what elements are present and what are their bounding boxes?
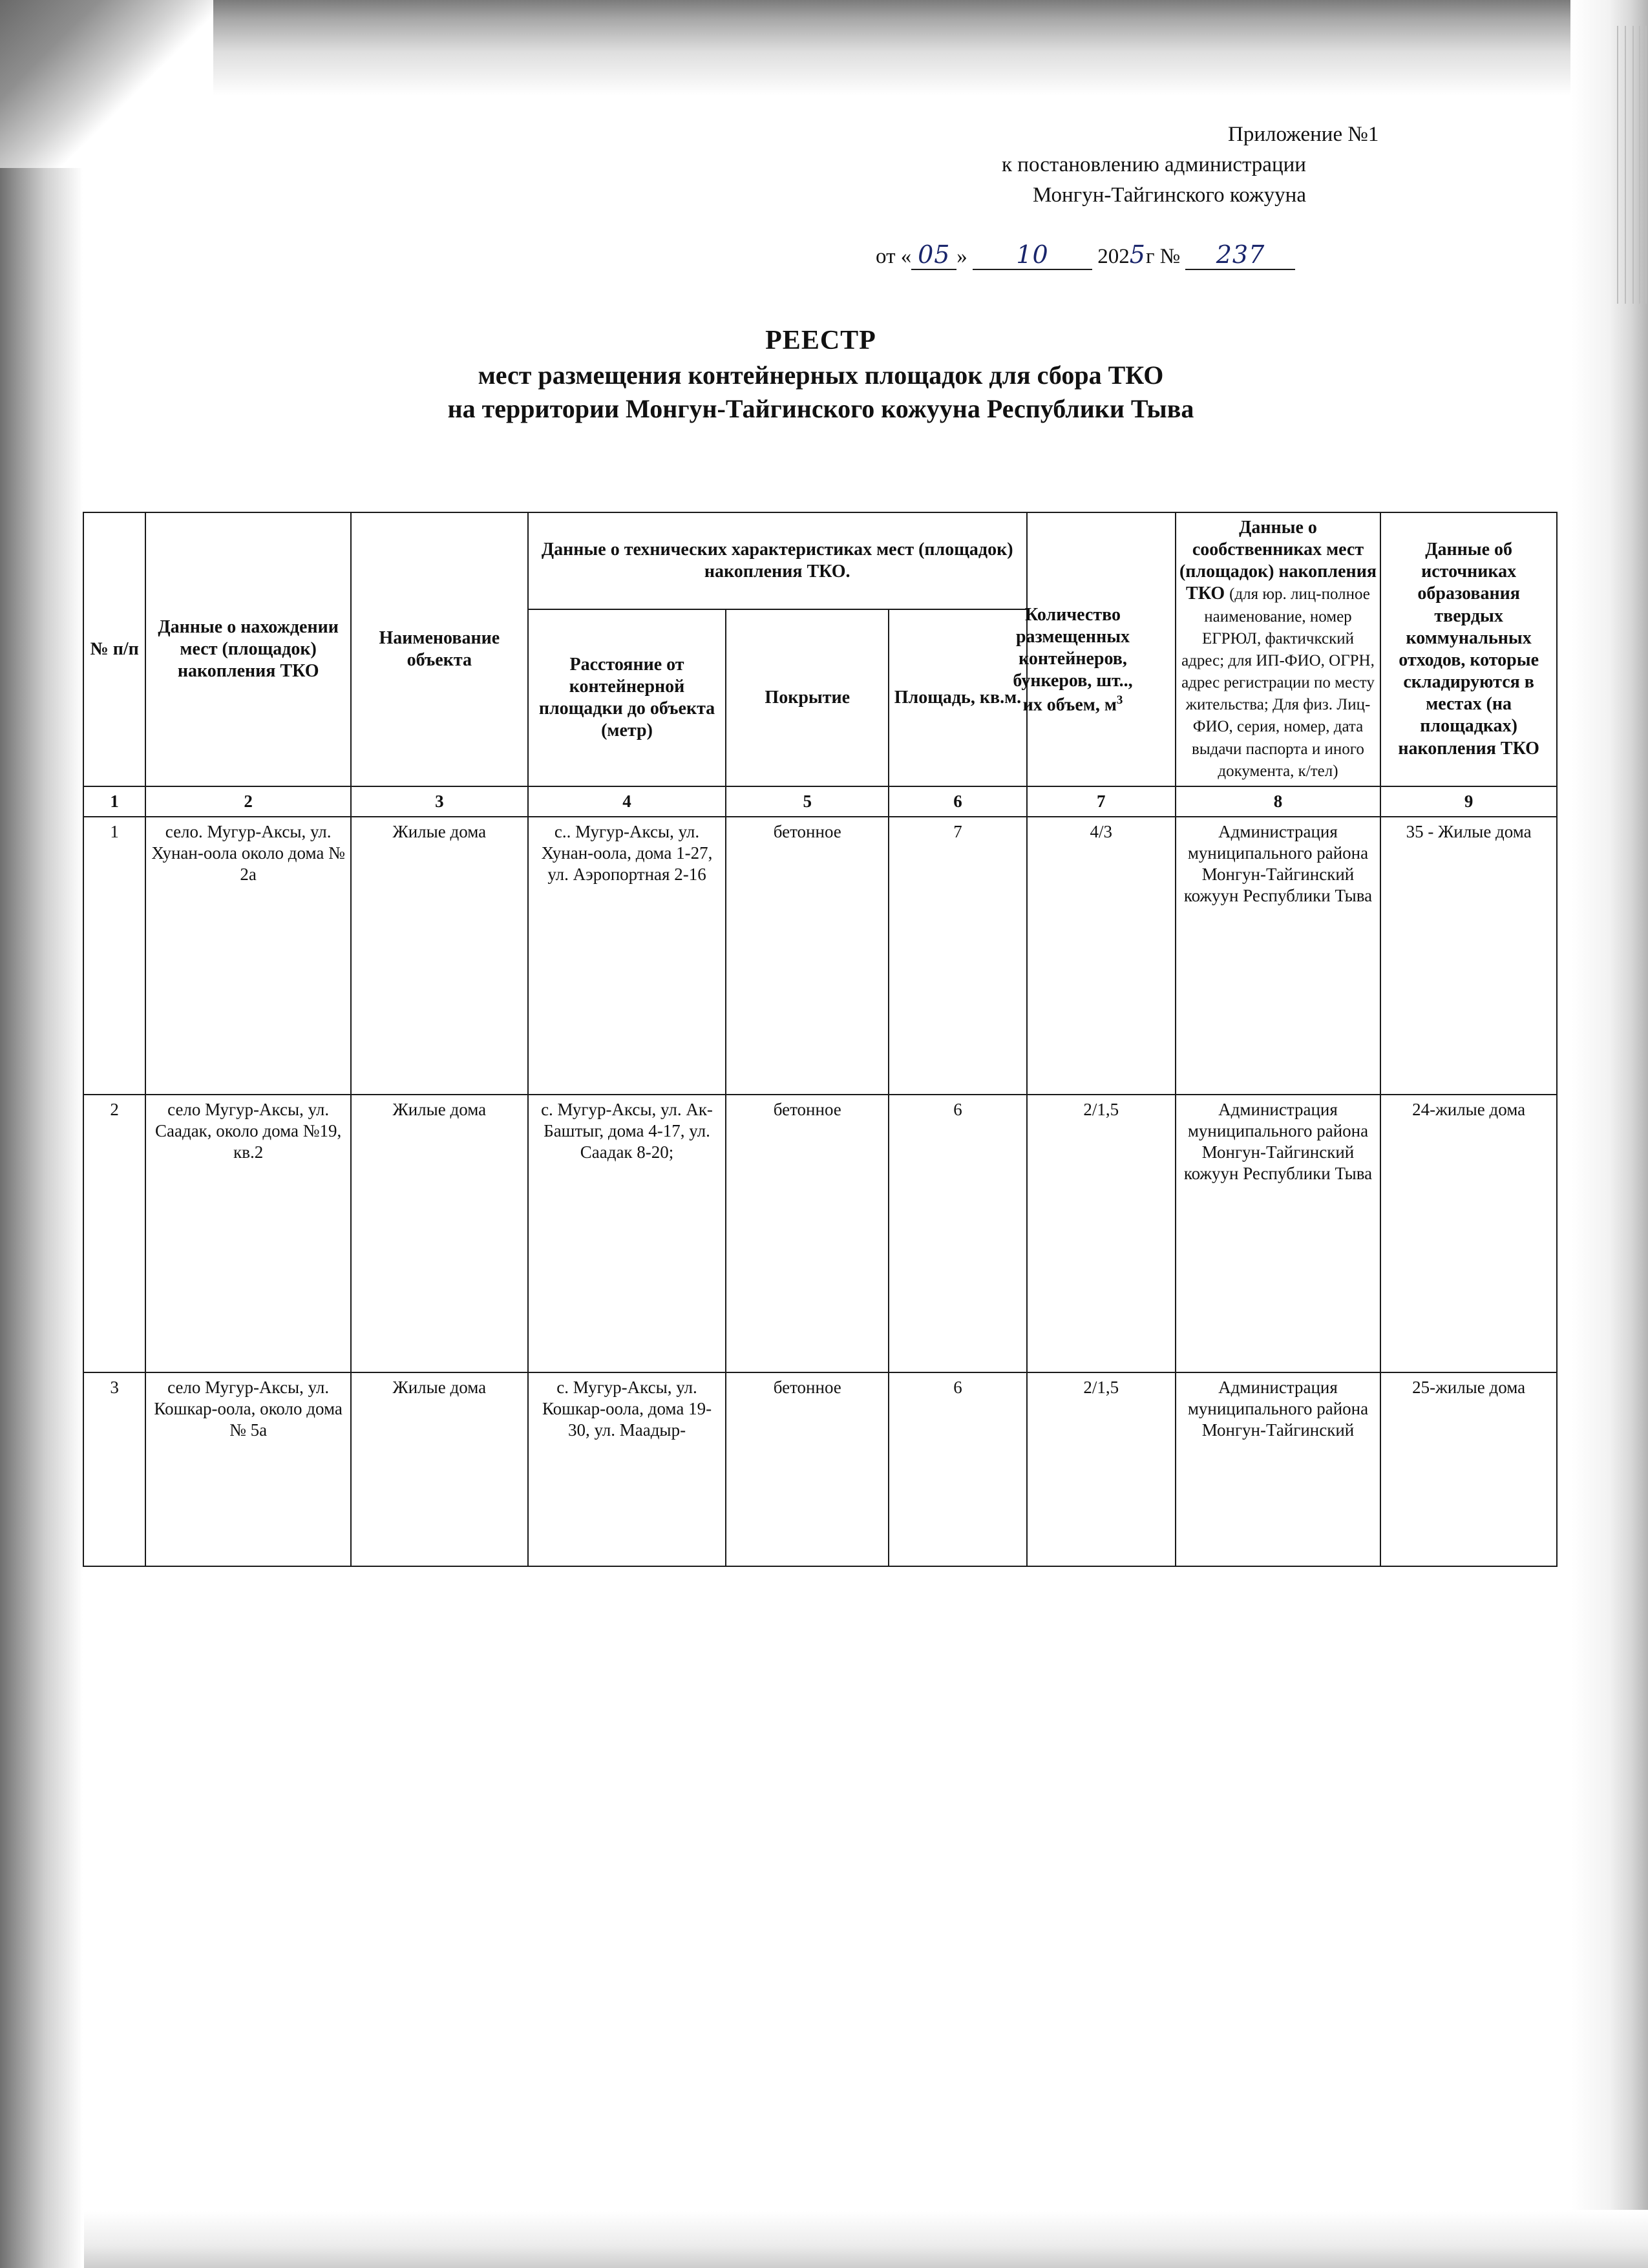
row-containers: 2/1,5 [1027, 1372, 1176, 1566]
number-sign: № [1159, 245, 1181, 268]
date-quote-close: » [956, 245, 967, 268]
colnum-5: 5 [726, 786, 889, 817]
colnum-8: 8 [1176, 786, 1381, 817]
table-row [83, 1095, 1557, 1372]
header-owner-detail: (для юр. лиц-полное наименование, номер ЕГРЮЛ, фактичкский адрес; для ИП-ФИО, ОГРН, адрес регистрации по месту жительства; Для физ. Лиц- ФИО, серия, номер, дата выдачи паспорта и иного документа, к/тел) [1181, 585, 1375, 780]
date-prefix: от « [876, 245, 912, 268]
header-containers [1008, 604, 1137, 716]
header-line-appendix: Приложение №1 [1228, 123, 1379, 146]
row-distance: с. Мугур-Аксы, ул. Кошкар-оола, дома 19-30, ул. Маадыр- [528, 1372, 726, 1566]
document-number-handwritten: 237 [1185, 240, 1295, 270]
date-day-handwritten: 05 [911, 240, 956, 270]
year-suffix-handwritten: 5 [1129, 240, 1146, 269]
row-area: 6 [889, 1372, 1027, 1566]
row-area: 6 [889, 1095, 1027, 1372]
document-dateline [876, 240, 1295, 270]
row-distance: с. Мугур-Аксы, ул. Ак-Баштыг, дома 4-17, ул. Саадак 8-20; [528, 1095, 726, 1372]
row-owner: Администрация муниципального района Монгун-Тайгинский кожуун Республики Тыва [1176, 817, 1381, 1095]
date-month-handwritten: 10 [973, 240, 1092, 270]
header-containers-superscript: 3 [1116, 693, 1123, 707]
table-header-row-1 [83, 512, 1557, 609]
row-owner: Администрация муниципального района Монгун-Тайгинский [1176, 1372, 1381, 1566]
title-line-2: мест размещения контейнерных площадок для сбора ТКО [478, 360, 1164, 390]
row-containers: 2/1,5 [1027, 1095, 1176, 1372]
year-prefix: 202 [1097, 245, 1130, 268]
row-object: Жилые дома [351, 1372, 528, 1566]
row-distance: с.. Мугур-Аксы, ул. Хунан-оола, дома 1-27, ул. Аэропортная 2-16 [528, 817, 726, 1095]
header-object-name: Наименование объекта [351, 512, 528, 786]
title-line-3: на территории Монгун-Тайгинского кожууна Республики Тыва [447, 394, 1194, 423]
colnum-1: 1 [83, 786, 145, 817]
row-number: 3 [83, 1372, 145, 1566]
row-number: 2 [83, 1095, 145, 1372]
document-header-block [989, 120, 1570, 211]
colnum-6: 6 [889, 786, 1027, 817]
row-object: Жилые дома [351, 1095, 528, 1372]
colnum-2: 2 [145, 786, 351, 817]
table-row [83, 817, 1557, 1095]
row-source: 25-жилые дома [1380, 1372, 1557, 1566]
header-source: Данные об источниках образования твердых коммунальных отходов, которые складируются в местах (на площадках) накопления ТКО [1380, 512, 1557, 786]
row-owner: Администрация муниципального района Монгун-Тайгинский кожуун Республики Тыва [1176, 1095, 1381, 1372]
row-cover: бетонное [726, 817, 889, 1095]
registry-table [83, 512, 1558, 1567]
row-cover: бетонное [726, 1095, 889, 1372]
table-column-number-row [83, 786, 1557, 817]
colnum-4: 4 [528, 786, 726, 817]
header-number: № п/п [83, 512, 145, 786]
header-distance: Расстояние от контейнерной площадки до объекта (метр) [528, 609, 726, 786]
table-row [83, 1372, 1557, 1566]
header-line-resolution: к постановлению администрации [1002, 152, 1306, 176]
year-tail: г [1145, 245, 1155, 268]
row-location: село Мугур-Аксы, ул. Саадак, около дома №19, кв.2 [145, 1095, 351, 1372]
header-containers-text: Количество размещенных контейнеров, бункеров, шт.., их объем, м [1013, 605, 1133, 715]
row-source: 24-жилые дома [1380, 1095, 1557, 1372]
header-cover: Покрытие [726, 609, 889, 786]
title-line-1: РЕЕСТР [765, 326, 876, 355]
row-number: 1 [83, 817, 145, 1095]
header-location: Данные о нахождении мест (площадок) накопления ТКО [145, 512, 351, 786]
row-area: 7 [889, 817, 1027, 1095]
header-line-district: Монгун-Тайгинского кожууна [1033, 183, 1306, 207]
colnum-3: 3 [351, 786, 528, 817]
row-location: село Мугур-Аксы, ул. Кошкар-оола, около дома № 5а [145, 1372, 351, 1566]
header-owner [1176, 512, 1381, 786]
row-source: 35 - Жилые дома [1380, 817, 1557, 1095]
header-area: Площадь, кв.м. [889, 609, 1027, 786]
colnum-9: 9 [1380, 786, 1557, 817]
row-cover: бетонное [726, 1372, 889, 1566]
colnum-7: 7 [1027, 786, 1176, 817]
document-title [78, 323, 1564, 426]
header-technical-group: Данные о технических характеристиках мест (площадок) накопления ТКО. [528, 512, 1027, 609]
row-object: Жилые дома [351, 817, 528, 1095]
row-containers: 4/3 [1027, 817, 1176, 1095]
header-owner-bold: Данные о сообственниках мест (площадок) накопления ТКО [1179, 518, 1377, 604]
row-location: село. Мугур-Аксы, ул. Хунан-оола около дома № 2а [145, 817, 351, 1095]
